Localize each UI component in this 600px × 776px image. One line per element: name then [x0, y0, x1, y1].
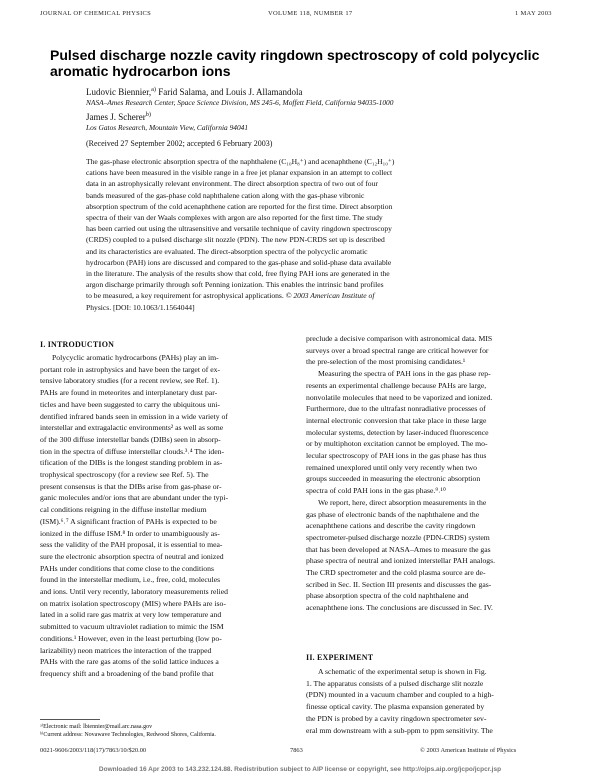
text-line: that has been developed at NASA–Ames to measure the gas — [306, 544, 491, 554]
text-line: ticles and have been suggested to carry the ubiquitous uni- — [40, 399, 220, 409]
experiment-text — [306, 666, 560, 736]
text-line: phase spectra of neutral and ionized interstellar PAH analogs. — [306, 556, 496, 566]
text-line: 1. The apparatus consists of a pulsed discharge slit nozzle — [306, 678, 484, 688]
text-line: eral mm downstream with a sub-ppm to ppm sensitivity. The — [306, 725, 493, 735]
page-number: 7863 — [290, 747, 303, 754]
text-line: groups succeeded in measuring the electronic absorption — [306, 474, 481, 484]
abstract-line: bands measured of the gas-phase cold naphthalene cation along with the gas-phase vibronic — [86, 190, 365, 200]
text-line: submitted to vacuum ultraviolet radiation to mimic the ISM — [40, 622, 224, 632]
download-notice[interactable]: Downloaded 16 Apr 2003 to 143.232.124.88. Redistribution subject to AIP license or copyright, see http://ojps.aip.org/jcpo/jcpcr.jsp — [98, 766, 502, 773]
text-line: The CRD spectrometer and the cold plasma source are de- — [306, 568, 486, 578]
text-line: conditions.¹ However, even in the least perturbing (low po- — [40, 633, 222, 643]
text-line: acenaphthene cations and describe the cavity ringdown — [306, 521, 476, 531]
abstract-line: hydrocarbon (PAH) ions are discussed and compared to the gas-phase and solid-phase data available — [86, 257, 392, 267]
text-line: tification of the DIBs is the longest standing problem in as- — [40, 458, 223, 468]
authors-secondary: James J. Scherer$^{b)}$ — [86, 111, 151, 122]
article-title — [50, 47, 550, 79]
text-line: present consensus is that the DIBs arise from gas-phase or- — [40, 481, 222, 491]
text-line: and ions. Until very recently, laboratory measurements relied — [40, 587, 228, 597]
volume-number: VOLUME 118, NUMBER 17 — [268, 10, 353, 17]
text-line: nonvolatile molecules that need to be vaporized and ionized. — [306, 392, 493, 402]
text-line: dentified infrared bands seen in emission in a wide variety of — [40, 411, 228, 421]
text-line: ionized in the diffuse ISM.⁸ In order to unambiguously as- — [40, 528, 220, 538]
introduction-right-column — [306, 333, 560, 614]
affiliation-nasa: NASA–Ames Research Center, Space Science Division, MS 245-6, Moffett Field, California 94035-1000 — [86, 98, 394, 107]
text-line: cal conditions reigning in the diffuse instellar medium — [40, 505, 207, 515]
text-line: portant role in astrophysics and have been the target of ex- — [40, 364, 221, 374]
text-line: phase absorption spectra of the cold naphthalene and — [306, 591, 469, 601]
text-line: on matrix isolation spectroscopy (MIS) where PAHs are iso- — [40, 598, 226, 608]
text-line: A schematic of the experimental setup is shown in Fig. — [318, 667, 487, 676]
text-line: molecular systems, detection by laser-induced fluorescence — [306, 427, 489, 437]
text-line: gas phase of electronic bands of the naphthalene and the — [306, 509, 480, 519]
text-line: PAHs under conditions that come close to the conditions — [40, 563, 214, 573]
text-line: (PDN) mounted in a vacuum chamber and coupled to a high- — [306, 690, 494, 700]
abstract-line: absorption spectrum of the cold acenaphthene cation are reported for the first time. Direct absorption — [86, 201, 393, 211]
abstract-line: in the literature. The analysis of the results show that cold, free flying PAH ions are generated in the — [86, 269, 390, 279]
footnotes — [40, 723, 300, 739]
text-line: tensive laboratory studies (for a recent review, see Ref. 1). — [40, 376, 220, 386]
abstract — [86, 156, 516, 313]
abstract-line: (CRDS) coupled to a pulsed discharge slit nozzle (PDN). The new PDN-CRDS set up is described — [86, 235, 385, 245]
text-line: the PDN is probed by a cavity ringdown spectrometer sev- — [306, 713, 487, 723]
text-line: found in the interstellar medium, i.e., free, cold, molecules — [40, 575, 221, 585]
footnote-b: ᵇ⁾Current address: Novawave Technologies, Redwood Shores, California. — [40, 732, 216, 738]
abstract-line: argon discharge primarily through soft Penning ionization. This enables the intrinsic band profiles — [86, 280, 384, 290]
text-line: spectra of cold PAH ions in the gas phase.⁹˒¹⁰ — [306, 486, 446, 496]
text-line: We report, here, direct absorption measurements in the — [318, 497, 487, 507]
footnote-a: ᵃ⁾Electronic mail: lbiennier@mail.arc.nasa.gov — [40, 724, 153, 730]
text-line: scribed in Sec. II. Section III presents and discusses the gas- — [306, 579, 492, 589]
text-line: acenaphthene ions. The conclusions are discussed in Sec. IV. — [306, 603, 493, 613]
abstract-copyright: © 2003 American Institute of — [283, 291, 375, 301]
abstract-line: spectra of their van der Waals complexes with argon are also reported for the first time. The study — [86, 213, 383, 223]
text-line: internal electronic conversion that take place in these large — [306, 415, 487, 425]
text-line: sess the validity of the PAH proposal, it is essential to mea- — [40, 540, 223, 550]
section-heading-experiment: II. EXPERIMENT — [306, 653, 374, 662]
text-line: (ISM).⁶˒⁷ A significant fraction of PAHs is expected to be — [40, 516, 217, 526]
title-line-2: aromatic hydrocarbon ions — [50, 63, 231, 79]
text-line: resents an experimental challenge because PAHs are large, — [306, 380, 487, 390]
text-line: Polycyclic aromatic hydrocarbons (PAHs) play an im- — [52, 353, 219, 362]
title-line-1: Pulsed discharge nozzle cavity ringdown spectroscopy of cold polycyclic — [50, 47, 540, 63]
abstract-line: to be measured, a key requirement for astrophysical applications. © 2003 American Institute of — [86, 291, 375, 301]
text-line: Measuring the spectra of PAH ions in the gas phase rep- — [318, 369, 491, 379]
text-line: lated in a solid rare gas matrix at very low temperature and — [40, 610, 222, 620]
experiment-paragraph-1 — [306, 666, 560, 736]
text-line: spectrometer-pulsed discharge nozzle (PDN-CRDS) system — [306, 532, 490, 542]
issue-date: 1 MAY 2003 — [515, 10, 552, 17]
text-line: sure the electronic absorption spectra of neutral and ionized — [40, 551, 224, 561]
intro-paragraph-1 — [40, 352, 294, 680]
text-line: ganic molecules and/or ions that are abundant under the typi- — [40, 493, 229, 503]
abstract-line: cations have been measured in the visible range in a free jet planar expansion in an attempt to collect — [86, 168, 393, 178]
received-dates: (Received 27 September 2002; accepted 6 February 2003) — [86, 139, 273, 148]
text-line: lecular spectroscopy of PAH ions in the gas phase has thus — [306, 451, 487, 461]
footer-copyright: © 2003 American Institute of Physics — [420, 747, 517, 754]
journal-name: JOURNAL OF CHEMICAL PHYSICS — [40, 10, 152, 17]
abstract-line: The gas-phase electronic absorption spectra of the naphthalene (C₁₀H₈⁺) and acenaphthene (C₁₂H₁₀⁺) — [86, 157, 395, 166]
intro-paragraph-2 — [306, 368, 560, 497]
text-line: the pre-selection of the most promising candidates.¹ — [306, 357, 466, 367]
abstract-line: has been carried out using the ultrasensitive and versatile technique of cavity ringdown spectroscopy — [86, 224, 392, 234]
text-line: trophysical spectroscopy (for a review see Ref. 5). The — [40, 470, 209, 480]
footnote-rule — [40, 719, 100, 720]
authors-primary: Ludovic Biennier,$^{a)}$ Farid Salama, and Louis J. Allamandola — [86, 86, 303, 97]
text-line: or by multiphoton excitation cannot be employed. The mo- — [306, 439, 488, 449]
abstract-line: data in an astrophysically relevant environment. The direct absorption spectra of two out of four — [86, 179, 378, 189]
section-heading-introduction: I. INTRODUCTION — [40, 340, 115, 349]
text-line: surveys over a broad spectral range are critical however for — [306, 345, 489, 355]
text-line: frequency shift and a broadening of the band profile that — [40, 668, 214, 678]
text-line: remained unexplored until only very recently when two — [306, 462, 477, 472]
abstract-line: Physics. [DOI: 10.1063/1.1564044] — [86, 302, 195, 312]
text-line: tion in the spectra of diffuse interstellar clouds.³˒⁴ The iden- — [40, 446, 225, 456]
introduction-left-column — [40, 352, 294, 680]
text-line: finesse optical cavity. The plasma expansion generated by — [306, 702, 485, 712]
text-line: larizability) neon matrices the interaction of the trapped — [40, 645, 212, 655]
text-line: PAHs with the rare gas atoms of the solid lattice induces a — [40, 657, 219, 667]
affiliation-lgr: Los Gatos Research, Mountain View, California 94041 — [86, 123, 249, 132]
text-line: PAHs are found in meteorites and interplanetary dust par- — [40, 388, 218, 398]
text-line: of the 300 diffuse interstellar bands (DIBs) seen in absorp- — [40, 434, 221, 444]
text-line: interstellar and extragalactic environments² as well as some — [40, 423, 224, 433]
text-line: preclude a decisive comparison with astronomical data. MIS — [306, 334, 493, 343]
intro-paragraph-3 — [306, 497, 560, 614]
abstract-line: and its characteristics are evaluated. The direct-absorption spectra of the polycyclic aromatic — [86, 246, 368, 256]
article-code: 0021-9606/2003/118(17)/7863/10/$20.00 — [40, 747, 147, 754]
text-line: Furthermore, due to the ultrafast nonradiative processes of — [306, 404, 486, 414]
intro-paragraph-1-cont — [306, 333, 560, 368]
